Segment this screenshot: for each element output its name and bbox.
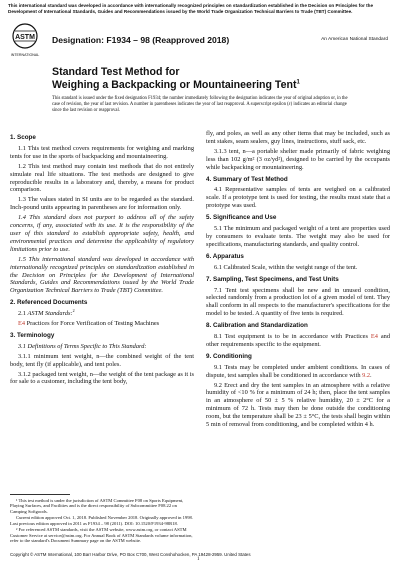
section-3-heading: 3. Terminology xyxy=(10,331,55,339)
e4-link-2[interactable]: E4 xyxy=(370,333,378,341)
logo-text: INTERNATIONAL xyxy=(10,53,40,57)
page-number: 1 xyxy=(197,557,200,562)
para-9-2: 9.2 Erect and dry the tent samples in an atmosphere with a relative humidity of <10 % for a minimum of 24 h; then, place the tent samples in an atmosphere of 50 ± 5 % relative humidity, 20 ± 2°C for a minimum of 72 h. Tests may then be done outside the conditioning room, but the temperature shall be 23 ± 5°C, the tests shall begin within 5 min of removal from conditioning, and be completed within 4 h. xyxy=(206,381,390,429)
section-2-heading: 2. Referenced Documents xyxy=(10,299,88,307)
footnotes xyxy=(10,494,194,545)
title-line-1: Standard Test Method for xyxy=(52,66,180,78)
para-1-2: 1.2 This test method may contain test methods that do not entirely simulate real life situations. The test methods are designed to give reproducible results in a laboratory and, thereby, a means for product comparison. xyxy=(10,162,194,194)
para-5-1: 5.1 The minimum and packaged weight of a tent are properties used by consumers to evaluate tents. The weight may also be used for specifications, manufacturing standards, and quality control. xyxy=(206,225,390,248)
para-1-4: 1.4 This standard does not purport to address all of the safety concerns, if any, associated with its use. It is the responsibility of the user of this standard to establish appropriate safety, health, and environmental practices and determine the applicability of regulatory limitations prior to use. xyxy=(10,214,194,253)
section-9-2-link[interactable]: 9.2 xyxy=(362,371,371,379)
section-7-heading: 7. Sampling, Test Specimens, and Test Units xyxy=(206,275,339,283)
para-4-1: 4.1 Representative samples of tents are weighed on a calibrated scale. If a prototype tent is used for testing, the results must state that a prototype was used. xyxy=(206,186,390,210)
issuance-note: This standard is issued under the fixed designation F1934; the number immediately following the designation indicates the year of original adoption or, in the case of revision, the year of last revision. A number in parentheses indicates the year of last reapproval. A superscript epsilon (ε) indicates an editorial change since the last revision or reapproval. xyxy=(52,96,348,113)
designation: Designation: F1934 – 98 (Reapproved 2018) xyxy=(52,35,230,45)
section-8-heading: 8. Calibration and Standardization xyxy=(206,322,308,330)
para-1-3: 1.3 The values stated in SI units are to be regarded as the standard. Inch-pound units appearing in parentheses are for information only. xyxy=(10,196,194,212)
reference-e4: E4 Practices for Force Verification of Testing Machines xyxy=(18,320,160,328)
footnote-1: ¹ This test method is under the jurisdiction of ASTM Committee F08 on Sports Equipment, Playing Surfaces, and Facilities and is the direct responsibility of Subcommittee F08.22 on Camping Softgoods. xyxy=(10,497,184,514)
para-7-1: 7.1 Tent test specimens shall be new and in unused condition, selected randomly from a production lot of a given model of tent. They shall conform in all respects to the manufacturer's specifications for the model to be tested. A quantity of five tents is required. xyxy=(206,286,390,318)
svg-text:ASTM: ASTM xyxy=(15,34,35,41)
document-title xyxy=(52,66,382,91)
section-6-heading: 6. Apparatus xyxy=(206,252,244,260)
footnote-1b: Current edition approved Oct. 1, 2018. Published November 2018. Originally approved in 1998. Last previous edition approved in 2011 as F1934 – 98 (2011). DOI: 10.1520/F1934-98R18. xyxy=(10,515,193,526)
para-3-1-1: 3.1.1 minimum tent weight, n—the combined weight of the tent body, tent fly (if applicable), and tent poles. xyxy=(10,352,194,368)
para-2-1: 2.1 ASTM Standards:$^2$ xyxy=(18,308,75,318)
para-3-1-3: 3.1.3 tent, n—a portable shelter made primarily of fabric weighing less than 102 g/m² (3 oz/yd²), designed to be carried by the occupants while backpacking or mountaineering. xyxy=(206,147,390,171)
copyright-line: Copyright © ASTM International, 100 Barr Harbor Drive, PO Box C700, West Conshohocken, PA 19428-2959. United States xyxy=(10,552,251,557)
para-3-1-2-cont: fly, and poles, as well as any other items that may be included, such as tent stakes, seam sealers, guy lines, instructions, stuff sack, etc. xyxy=(206,130,390,145)
section-4-heading: 4. Summary of Test Method xyxy=(206,175,288,183)
para-8-1: 8.1 Test equipment is to be in accordance with Practices E4 and other requirements specific to the equipment. xyxy=(206,333,390,348)
title-footnote-ref[interactable]: 1 xyxy=(296,79,300,86)
footnote-divider xyxy=(10,494,70,495)
para-1-1: 1.1 This test method covers requirements for weighing and marking tents for use in the sports of backpacking and mountaineering. xyxy=(10,144,194,160)
section-1-heading: 1. Scope xyxy=(10,134,36,141)
section-5-heading: 5. Significance and Use xyxy=(206,214,277,222)
section-9-heading: 9. Conditioning xyxy=(206,352,252,360)
para-1-5: 1.5 This international standard was developed in accordance with internationally recognized principles on standardization established in the Decision on Principles for the Development of International Standards, Guides and Recommendations issued by the World Trade Organization Technical Barriers to Trade (TBT) Committee. xyxy=(10,255,194,295)
astm-logo-icon xyxy=(10,22,40,62)
title-line-2: Weighing a Backpacking or Mountaineering Tent$^1$ xyxy=(52,78,300,91)
para-9-1: 9.1 Tests may be completed under ambient conditions. In cases of dispute, test samples shall be conditioned in accordance with 9.2. xyxy=(206,363,390,379)
left-column xyxy=(10,130,194,388)
right-column xyxy=(206,130,390,431)
para-6-1: 6.1 Calibrated Scale, within the weight range of the tent. xyxy=(214,263,358,271)
footnote-2-ref[interactable]: 2 xyxy=(72,308,75,314)
footnote-2: ² For referenced ASTM standards, visit the ASTM website, www.astm.org, or contact ASTM Customer Service at service@astm.org. For Annual Book of ASTM Standards volume information, refer to the standard's Document Summary page on the ASTM website. xyxy=(10,527,193,544)
para-3-1: 3.1 Definitions of Terms Specific to This Standard: xyxy=(18,342,147,350)
tbt-notice: This international standard was developed in accordance with internationally recognized principles on standardization established in the Decision on Principles for the Development of International Standards, Guides and Recommendations issued by the World Trade Organization Technical Barriers to Trade (TBT) Committee. xyxy=(8,3,374,14)
american-national-standard-label: An American National Standard xyxy=(321,37,388,42)
e4-link[interactable]: E4 xyxy=(18,320,26,328)
para-3-1-2: 3.1.2 packaged tent weight, n—the weight of the tent package as it is for sale to a customer, including the tent body, xyxy=(10,370,194,386)
